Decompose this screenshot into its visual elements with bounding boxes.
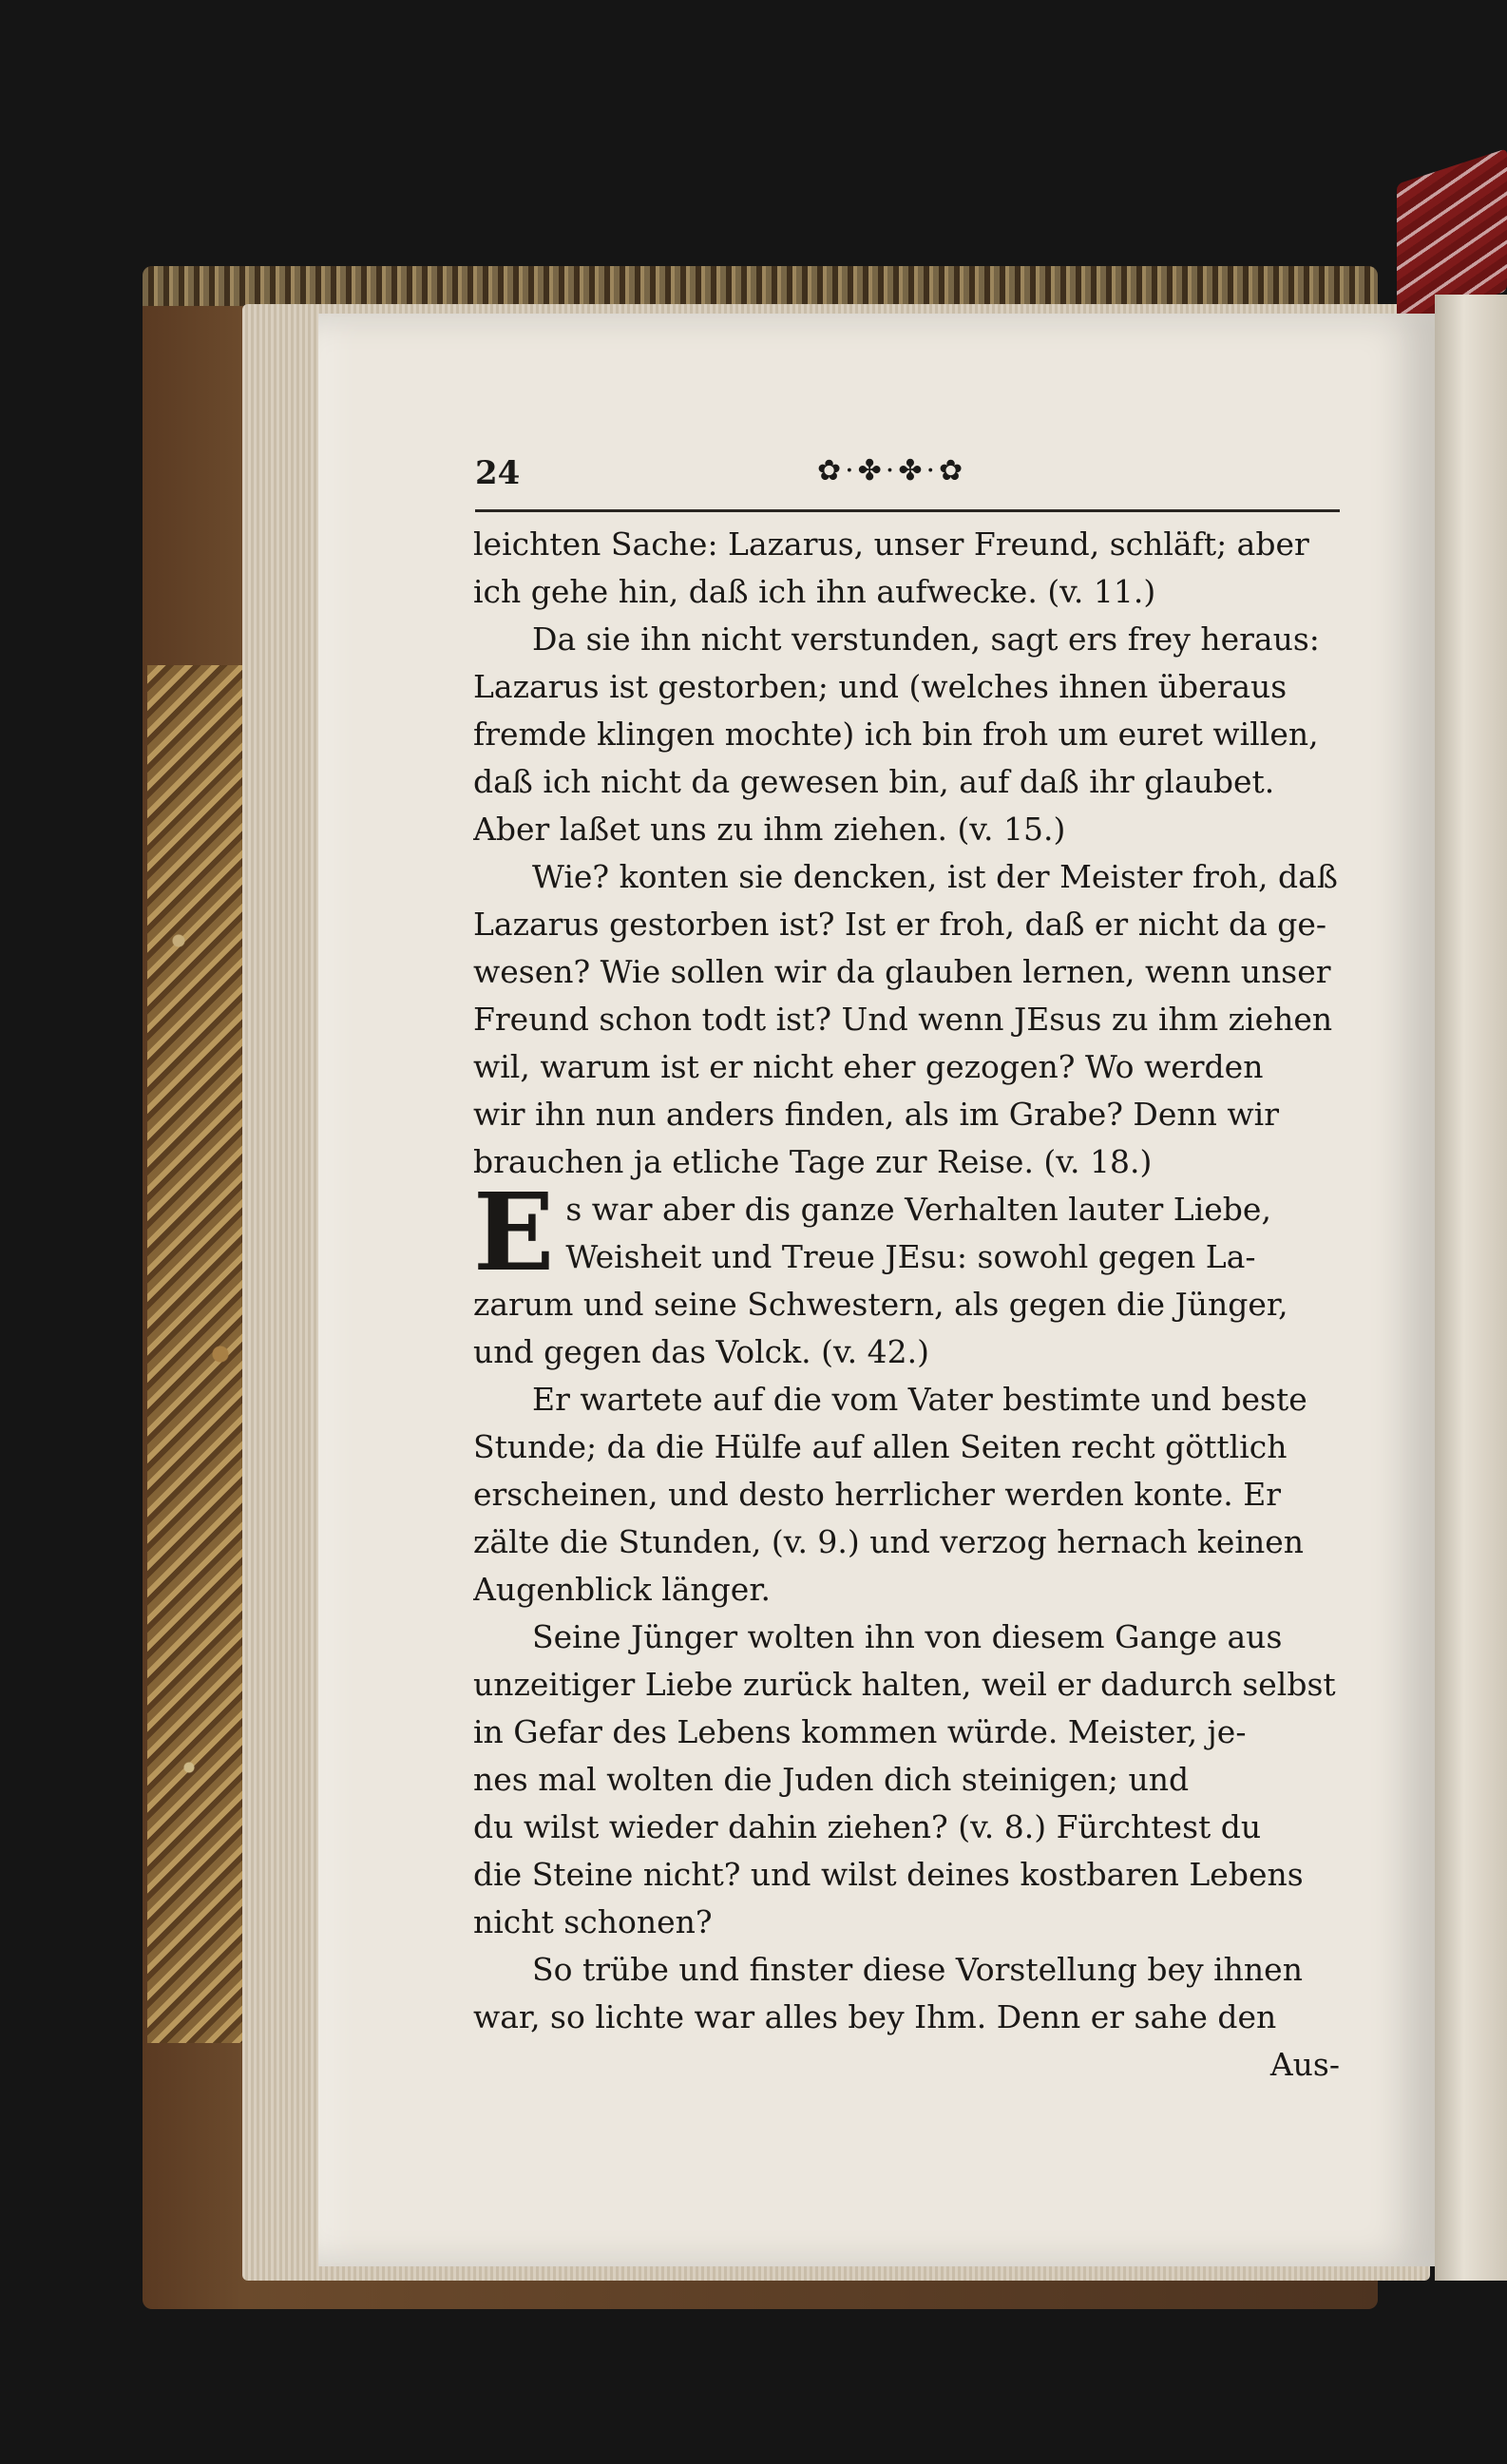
- header-ornament: ✿·✤·✤·✿: [817, 454, 967, 487]
- text-line: die Steine nicht? und wilst deines kostbaren Lebens: [473, 1856, 1304, 1893]
- text-line: erscheinen, und desto herrlicher werden konte. Er: [473, 1476, 1282, 1513]
- cover-top-edge: [143, 266, 1378, 306]
- text-line: du wilst wieder dahin ziehen? (v. 8.) Fürchtest du: [473, 1808, 1262, 1845]
- text-line: wir ihn nun anders finden, als im Grabe? Denn wir: [473, 1096, 1279, 1133]
- marbled-endpaper: [147, 665, 252, 2043]
- body-text: [473, 521, 1340, 2089]
- text-line: Lazarus gestorben ist? Ist er froh, daß er nicht da ge-: [473, 906, 1327, 943]
- paragraph: [473, 1614, 1340, 1946]
- text-line: fremde klingen mochte) ich bin froh um euret willen,: [473, 716, 1319, 753]
- text-line: ich gehe hin, daß ich ihn aufwecke. (v. 11.): [473, 573, 1156, 610]
- dropcap-paragraph: [473, 1171, 1340, 1376]
- text-line: nes mal wolten die Juden dich steinigen; und: [473, 1761, 1190, 1798]
- paragraph: [473, 521, 1340, 616]
- text-line: So trübe und finster diese Vorstellung bey ihnen: [532, 1951, 1303, 1988]
- text-line: leichten Sache: Lazarus, unser Freund, schläft; aber: [473, 525, 1309, 563]
- text-line: zälte die Stunden, (v. 9.) und verzog hernach keinen: [473, 1523, 1305, 1560]
- text-line: unzeitiger Liebe zurück halten, weil er dadurch selbst: [473, 1666, 1336, 1703]
- text-line: Freund schon todt ist? Und wenn JEsus zu ihm ziehen: [473, 1001, 1333, 1038]
- text-line: Lazarus ist gestorben; und (welches ihnen überaus: [473, 668, 1288, 705]
- paragraph: [473, 853, 1340, 1186]
- catchword: Aus-: [1269, 2046, 1340, 2083]
- facing-page-edge: [1435, 295, 1507, 2281]
- text-line: nicht schonen?: [473, 1903, 713, 1940]
- text-line: Aber laßet uns zu ihm ziehen. (v. 15.): [473, 811, 1066, 848]
- text-line: wesen? Wie sollen wir da glauben lernen, wenn unser: [473, 953, 1331, 990]
- paragraph: [473, 1946, 1340, 2041]
- text-line: Da sie ihn nicht verstunden, sagt ers frey heraus:: [532, 621, 1320, 658]
- text-line: Augenblick länger.: [473, 1571, 771, 1608]
- text-line: Weisheit und Treue JEsu: sowohl gegen La-: [565, 1238, 1256, 1275]
- text-line: daß ich nicht da gewesen bin, auf daß ihr glaubet.: [473, 763, 1275, 800]
- drop-cap-initial: E: [473, 1171, 555, 1295]
- text-line: Er wartete auf die vom Vater bestimte und beste: [532, 1381, 1307, 1418]
- text-line: war, so lichte war alles bey Ihm. Denn er sahe den: [473, 1998, 1277, 2035]
- text-line: wil, warum ist er nicht eher gezogen? Wo werden: [473, 1048, 1264, 1085]
- text-line: in Gefar des Lebens kommen würde. Meister, je-: [473, 1713, 1247, 1750]
- text-line: Stunde; da die Hülfe auf allen Seiten recht göttlich: [473, 1428, 1288, 1465]
- text-line: Seine Jünger wolten ihn von diesem Gange aus: [532, 1618, 1283, 1655]
- text-line: zarum und seine Schwestern, als gegen die Jünger,: [473, 1286, 1288, 1323]
- header-rule: [475, 509, 1340, 512]
- text-line: s war aber dis ganze Verhalten lauter Liebe,: [565, 1191, 1271, 1228]
- page-header: [475, 454, 1349, 511]
- text-line: Wie? konten sie dencken, ist der Meister froh, daß: [532, 858, 1338, 895]
- text-line: und gegen das Volck. (v. 42.): [473, 1333, 930, 1370]
- paragraph: [473, 616, 1340, 853]
- paragraph: [473, 1376, 1340, 1614]
- page-number: 24: [475, 454, 521, 492]
- text-line: brauchen ja etliche Tage zur Reise. (v. 18.): [473, 1143, 1153, 1180]
